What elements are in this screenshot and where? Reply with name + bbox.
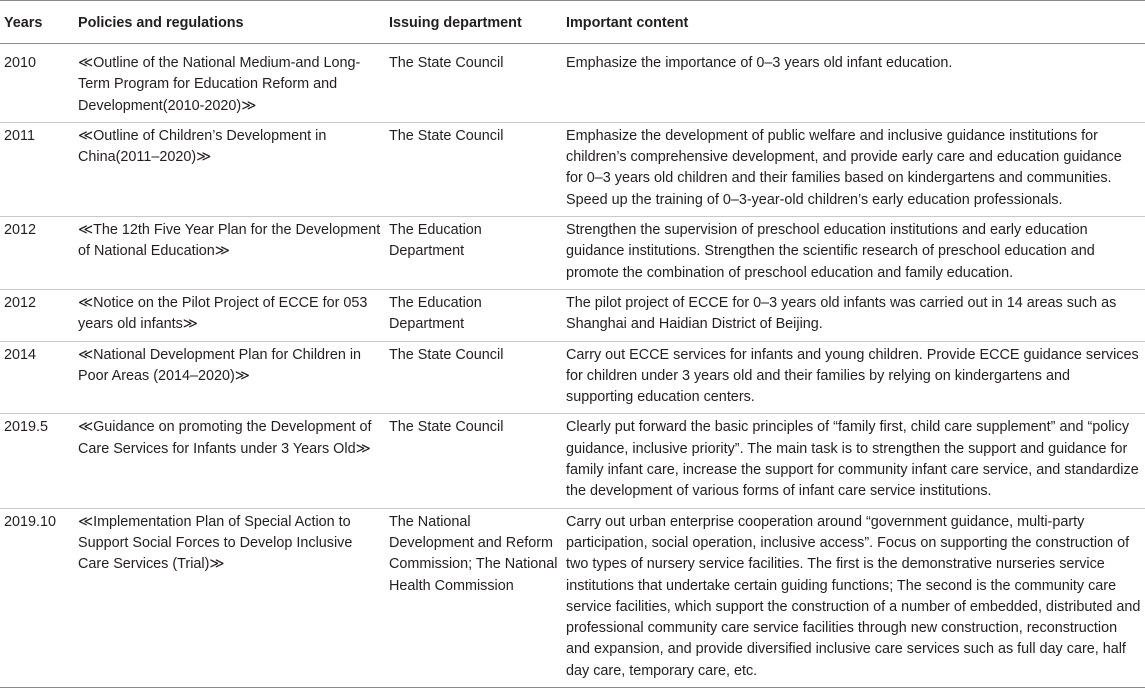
table-header	[0, 1, 1145, 44]
cell-year: 2011	[4, 127, 35, 144]
header-content: Important content	[566, 15, 689, 31]
cell-department: The State Council	[389, 346, 504, 363]
cell-content: Emphasize the importance of 0–3 years old infant education.	[566, 55, 953, 71]
table-row	[0, 122, 1145, 216]
cell-policy: ≪Notice on the Pilot Project of ECCE for 053 years old infants≫	[78, 294, 368, 333]
cell-policy: ≪The 12th Five Year Plan for the Development of National Education≫	[78, 222, 381, 260]
cell-content: Carry out ECCE services for infants and young children. Provide ECCE guidance services for children under 3 years old and their families by relying on kindergartens and supporting education centers.	[566, 346, 1139, 406]
cell-content: Strengthen the supervision of preschool education institutions and early education guidance institutions. Strengthen the scientific research of preschool education and promote the combination of preschool education and family education.	[566, 222, 1095, 281]
cell-policy: ≪Implementation Plan of Special Action to Support Social Forces to Develop Inclusive Care Services (Trial)≫	[78, 513, 353, 573]
table-row	[0, 414, 1145, 508]
header-row	[0, 1, 1145, 44]
table-row	[0, 44, 1145, 123]
cell-content: Emphasize the development of public welfare and inclusive guidance institutions for children’s comprehensive development, and provide early care and education guidance for 0–3 years old children and their families based on kindergartens and communities. Speed up the training of 0–3-year-old children’s early education professionals.	[566, 127, 1122, 208]
cell-department: The State Council	[389, 127, 504, 144]
table-row	[0, 217, 1145, 290]
cell-year: 2014	[4, 346, 37, 363]
cell-policy: ≪Outline of the National Medium-and Long-Term Program for Education Reform and Development(2010-2020)≫	[78, 55, 361, 114]
header-department: Issuing department	[389, 15, 522, 31]
table-row	[0, 289, 1145, 341]
cell-department: The Education Department	[389, 294, 482, 333]
cell-department: The Education Department	[389, 222, 482, 260]
cell-content: Carry out urban enterprise cooperation around “government guidance, multi-party participation, social operation, inclusive access”. Focus on supporting the construction of two types of nursery service facilities. The first is the demonstrative nurseries service institutions that undertake certain guiding functions; The second is the community care service facilities, which support the construction of a number of embedded, distributed and professional community care service facilities through new construction, reconstruction and expansion, and provide diversified inclusive care services such as full day care, half day care, temporary care, etc.	[566, 513, 1141, 679]
cell-policy: ≪National Development Plan for Children in Poor Areas (2014–2020)≫	[78, 346, 362, 384]
cell-year: 2019.10	[4, 513, 57, 530]
cell-department: The State Council	[389, 55, 504, 71]
header-years: Years	[4, 15, 43, 31]
header-policies: Policies and regulations	[78, 15, 244, 31]
cell-department: The State Council	[389, 419, 504, 436]
table-row	[0, 341, 1145, 414]
cell-year: 2012	[4, 294, 37, 311]
cell-year: 2019.5	[4, 419, 49, 436]
cell-policy: ≪Guidance on promoting the Development of Care Services for Infants under 3 Years Old≫	[78, 419, 372, 457]
cell-department: The National Development and Reform Commission; The National Health Commission	[389, 513, 558, 594]
cell-content: The pilot project of ECCE for 0–3 years old infants was carried out in 14 areas such as Shanghai and Haidian District of Beijing.	[566, 294, 1117, 333]
table-body	[0, 44, 1145, 688]
cell-year: 2012	[4, 222, 37, 239]
cell-policy: ≪Outline of Children’s Development in China(2011–2020)≫	[78, 127, 327, 166]
table-row	[0, 508, 1145, 687]
cell-year: 2010	[4, 55, 37, 71]
cell-content: Clearly put forward the basic principles of “family first, child care supplement” and “policy guidance, inclusive priority”. The main task is to strengthen the support and guidance for family infant care, increase the support for community infant care service, and standardize the development of various forms of infant care service institutions.	[566, 419, 1139, 500]
